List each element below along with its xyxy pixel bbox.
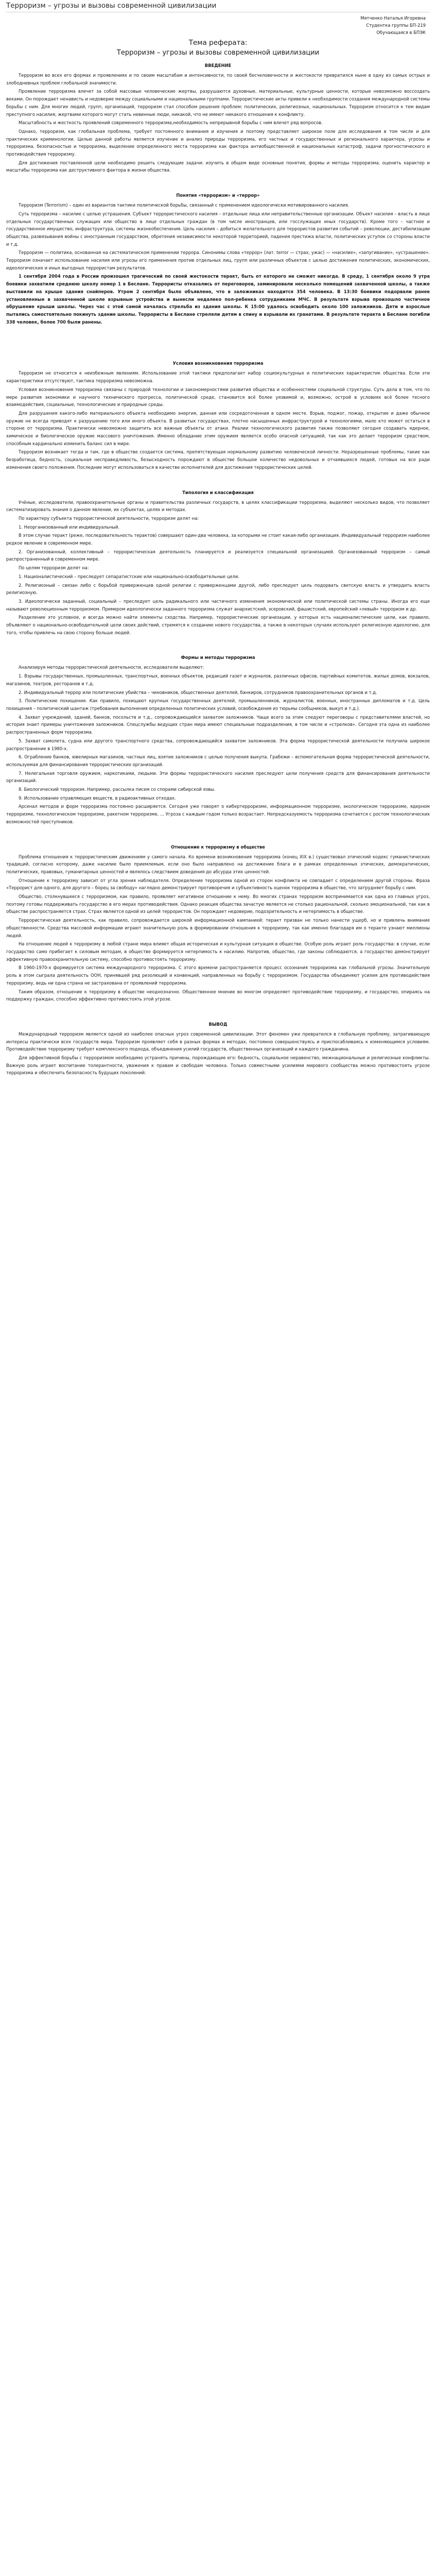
beslan-paragraph: 1 сентября 2004 года в России произошел трагический по своей жестокости теракт, быть от которого не сможет никогда. В среду, 1 сентября около 9 утра боевики захватили среднюю школу номер 1 в Беслане. Террористы отказались от переговоров, заминировали несколько помещений захваченной школы, а также выставили на крыше здания снайперов. Утром 2 сентября было объявлено, что в заложниках находится 354 человека. В 13:30 боевики подорвали ранее установленные в захваченной школе взрывные устройства и вынесли недалеко пол-ребенка сотрудниками МЧС. В результате взрыва произошло частичное обрушение крыши школы. Через час с этой самой началась стрельба из здания школы. К 15:00 удалось освободить около 100 заложников. Дети и взрослые пытались самостоятельно покинуть здание школы. Террористы в Беслане стреляли детям в спину и взрывали их гранатами. В результате теракта в Беслане погибли 338 человек, более 700 были ранены. <box>6 273 430 326</box>
conditions-section <box>6 360 430 471</box>
conditions-heading: Условия возникновения терроризма <box>172 361 264 366</box>
concept-section <box>6 192 430 326</box>
forms-item: 7. Нелегальная торговля оружием, наркотиками, людьми. Эти формы террористического насилия преследуют цели получения средств для финансирования деятельности организаций. <box>6 770 430 784</box>
intro-heading: ВВЕДЕНИЕ <box>204 63 232 68</box>
typology-item: 1. Националистический – преследует сепаратистские или национально-освободительные цели. <box>19 573 240 579</box>
concept-paragraph: Терроризм (Terrorism) – один из вариантов тактики политической борьбы, связанный с применением идеологически мотивированного насилия. <box>19 202 350 208</box>
typology-section <box>6 489 430 637</box>
forms-item: 2. Индивидуальный террор или политические убийства – чиновников, общественных деятелей, банкиров, сотрудников правоохранительных органов и т.д. <box>19 689 377 695</box>
typology-paragraph: Учёные, исследователи, правоохранительные органы и правительства различных государств, в целях классификации терроризма, выделяют несколько видов, что позволяет систематизировать знания о данном явлении, их субъектах, целях и методах. <box>6 499 430 513</box>
author-block <box>6 14 430 36</box>
forms-heading: Формы и методы терроризма <box>181 655 255 660</box>
typology-heading: Типология и классификация <box>182 489 254 495</box>
forms-item: 8. Биологический терроризм. Например, рассылка писем со спорами сибирской язвы. <box>19 787 216 792</box>
intro-section <box>6 62 430 174</box>
concept-paragraph: Терроризм — политика, основанная на систематическом применении террора. Синонимы слова «террор» (лат. terror — страх, ужас) — «насилие», «запугивание», «устрашение». Терроризм означает использование насилия или угрозы его применения против отдельных лиц, групп или различных объектов с целью достижения политических, экономических, идеологических и иных выгодных террористам результатов. <box>6 250 430 270</box>
conclusion-paragraph: Для эффективной борьбы с терроризмом необходимо устранять причины, порождающие его: бедность, социальное неравенство, межнациональные и религиозные конфликты. Важную роль играет воспитание толерантности, уважения к правам и свободам человека. Только совместными усилиями мирового сообщества можно противостоять угрозе терроризма и обеспечить безопасность будущих поколений. <box>6 1055 430 1076</box>
attitude-heading: Отношение к терроризму в обществе <box>171 844 265 850</box>
conditions-paragraph: Терроризм возникает тогда и там, где в обществе создается система, препятствующая нормальному развитию человеческой личности. Неразрешенные проблемы, такие как безработица, бедность, социальная несправедливость, безысходность порождают в обществе большое количество недовольных и отчаявшихся людей, готовых на все ради изменения своего положения. Последние могут использоваться в качестве исполнителей для достижения террористических целей. <box>6 449 430 470</box>
forms-paragraph: Арсенал методов и форм терроризма постоянно расширяется. Сегодня уже говорят о кибертерроризме, информационном терроризме, экологическом терроризме, ядерном терроризме, технологическом терроризме, ракетном терроризме, ... Угроза с каждым годом только возрастает. Непредсказуемость терроризма сочетается с ростом технологических возможностей преступников. <box>6 804 430 824</box>
conditions-paragraph: Для разрушения какого-либо материального объекта необходимо энергия, данная или сосредоточенная в одном месте. Взрыв, поджог, пожар, открытие и даже обычное оружие не всегда приводят к разрушению того или иного объекта. В развитых государствах, плотно насыщенных инфраструктурой и технологиями, мало кто может остаться в стороне от терроризма. Практически невозможно защитить все важные объекты от атаки. Реалии технологического развития также позволяют сегодня создавать ядерное, химическое и биологическое оружие массового уничтожения. Именно обладание этим оружием является особо опасной ситуацией, так как это делает терроризм средством, способным кардинально изменить баланс сил в мире. <box>6 410 430 446</box>
conclusion-heading: ВЫВОД <box>208 1021 228 1027</box>
typology-item: В этом случае теракт (реже, последовательность терактов) совершают один-два человека, за которыми не стоит какая-либо организация. Индивидуальный терроризм наиболее редкое явление в современном мире. <box>6 533 430 546</box>
forms-section <box>6 654 430 825</box>
attitude-section <box>6 843 430 1003</box>
intro-paragraph: Однако, терроризм, как глобальная проблема, требует постоянного внимания и изучения и поэтому представляет широкое поле для исследования в том числе и для практических криминологии. Целью данной работы является изучение и анализ природы терроризма, его частных и государственных и регионального характера, угрозы и терроризма, безопасностью и терроризма, выделение определенного места терроризма как фактора антиобщественной и национальных катастроф, задачи прогностического и противодействия терроризму. <box>6 128 430 157</box>
attitude-paragraph: Отношение к терроризму зависит от угла зрения наблюдателя. Определение терроризма одной из сторон конфликта не совпадает с определением другой стороны. Фраза «Террорист для одного, для другого – борец за свободу» наглядно демонстрирует противоречия и субъективность оценок терроризма в обществе, что затрудняет борьбу с ним. <box>6 877 430 891</box>
conclusion-section <box>6 1021 430 1077</box>
attitude-paragraph: В 1960-1970-х формируется система международного терроризма. С этого времени распространяется процесс осознания терроризма как глобальной угрозы. Значительную роль в этом сыграла деятельность ООН, принявшей ряд резолюций и конвенций, направленных на борьбу с терроризмом. Государства объединяют усилия для противодействия терроризму, ведь ни одна страна не застрахована от проявлений терроризма. <box>6 965 430 986</box>
intro-paragraph: Масштабность и жесткость проявлений современного терроризма,необходимость непрерывной борьбы с ним влечет ряд вопросов. <box>19 120 323 126</box>
intro-paragraph: Для достижения поставленной цели необходимо решить следующие задачи: изучить в общем виде основные понятия, формы и методы терроризма, оценить характер и масштабы терроризма как деструктивного фактора в жизни общества. <box>6 160 430 173</box>
typology-paragraph: Разделение это условное, и всегда можно найти элементы сходства. Например, террористические организации, у которых есть националистические цели, как правило, объявляют о национально-освободительной цели своих действий, стремятся к созданию нового государства, а также в некоторых случаях используют религиозную идеологию, для того, чтобы привлечь на свою сторону больше людей. <box>6 615 430 635</box>
document-title: Терроризм – угрозы и вызовы современной цивилизации <box>6 2 217 10</box>
concept-paragraph: Суть терроризма – насилие с целью устрашения. Субъект террористического насилия – отдельные лица или неправительственные организации. Объект насилия – власть в лице отдельных государственных служащих или общество в лице отдельных граждан (в том числе иностранцев, или госслужащих иных государств). Кроме того – частное и государственное имущество, инфраструктура, системы жизнеобеспечения. Цель насилия – добиться желательного для террористов развития событий – революции, дестабилизации общества, развязывания войны с иностранным государством, обретения независимости некоторой территорией, падения престижа власти, политических уступок со стороны власти и т.д. <box>6 211 430 247</box>
attitude-paragraph: Террористическая деятельность, как правило, сопровождается широкой информационной кампанией: теракт призван не только нанести ущерб, но и привлечь внимание общественности. Средства массовой информации играют значительную роль в формировании отношения к терроризму, так как именно благодаря им о теракте узнают миллионы людей. <box>6 918 430 938</box>
school-line: Обучающаяся в БПЭК <box>376 30 426 35</box>
student-group: Студентка группы БП-219 <box>366 23 426 28</box>
typology-item: 2. Религиозный – связан либо с борьбой приверженцев одной религии с приверженцами другой, либо преследует цель подорвать светскую власть и утвердить власть религиозную. <box>6 582 430 596</box>
attitude-paragraph: Проблема отношения к террористическим движениям у самого начала. Ко времени возникновения терроризма (конец XIX в.) существовал этический кодекс гуманистических традиций, согласно которому, даже насилие было приемлемым, если оно было направлено на достижение блага и в рамках определенных этических, демократических, политических, правовых, гуманитарных ценностей и являлось следствием доведения до абсурда этих ценностей. <box>6 854 430 874</box>
forms-item: 1. Взрывы государственных, промышленных, транспортных, военных объектов, редакций газет и журналов, различных офисов, партийных комитетов, жилых домов, вокзалов, магазинов, театров, ресторанов и т.д. <box>6 673 430 686</box>
forms-item: 5. Захват самолета, судна или другого транспортного средства, сопровождающийся захватом заложников. Эта форма террористической деятельности получила широкое распространение в 1980-х. <box>6 738 430 751</box>
conclusion-paragraph: Международный терроризм является одной из наиболее опасных угроз современной цивилизации. Этот феномен уже превратился в глобальную проблему, затрагивающую интересы практически всех государств мира. Терроризм проявляет себя в разных формах и методах, постоянно совершенствуясь и приспосабливаясь к изменяющимся условиям. Противодействие терроризму требует комплексного подхода, объединения усилий государств, общественных организаций и каждого гражданина. <box>6 1031 430 1052</box>
intro-paragraph: Терроризм во всех его формах и проявлениях и по своим масштабам и интенсивности, по своей бесчеловечности и жестокости превратился ныне в одну из самых острых и злободневных проблем глобальной значимости. <box>6 73 430 86</box>
forms-paragraph: Анализируя методы террористической деятельности, исследователи выделяют: <box>19 665 204 670</box>
topic-title: Терроризм – угрозы и вызовы современной цивилизации <box>116 49 320 57</box>
typology-paragraph: По характеру субъекта террористической деятельности, терроризм делят на: <box>19 515 199 521</box>
attitude-paragraph: Таким образом, отношение к терроризму в обществе неоднозначно. Общественное мнение во многом определяет противодействие терроризму, и государство, опираясь на поддержку граждан, способно эффективно противостоять этой угрозе. <box>6 989 430 1002</box>
typology-paragraph: По целям терроризм делят на: <box>19 565 89 571</box>
conditions-paragraph: Терроризм не относится к неизбежным явлениям. Использование этой тактики предполагает набор социокультурных и политических характеристик общества. Если эти характеристики отсутствуют, тактика терроризма невозможна. <box>6 370 430 384</box>
forms-item: 9. Использование отравляющих веществ, в радиоактивных отходах. <box>19 795 176 801</box>
attitude-paragraph: На отношение людей к терроризму в любой стране мира влияет общая историческая и культурная ситуация в обществе. Особую роль играет роль государства: в случае, если государство само прибегает к силовым методам, в обществе формируется нетерпимость к насилию. Напротив, общество, где законы соблюдаются, а государство демонстрирует эффективную правоохранительную систему, способно противостоять терроризму. <box>6 941 430 962</box>
topic-label: Тема реферата: <box>188 39 248 47</box>
typology-item: 1. Неорганизованный или индивидуальный. <box>19 524 120 530</box>
typology-item: 3. Идеологически заданный, социальный – преследует цель радикального или частичного изменения экономической или политической системы страны. Иногда его еще называют революционным терроризмом. Примером идеологически заданного терроризма служат анархистский, эсеровский, фашистский, европейский «левый» терроризм и др. <box>6 598 430 612</box>
concept-heading: Понятия «терроризм» и «террор» <box>176 193 260 198</box>
author-name: Мятченко Наталья Игоревна <box>360 15 426 21</box>
attitude-paragraph: Общество, столкнувшееся с терроризмом, как правило, проявляет негативное отношение к нему. Во многих странах терроризм воспринимается как одна из главных угроз, поэтому готовы поддерживать государство в его мерах противодействия. Однако реакция общества зачастую является не столько рациональной, сколько эмоциональной, так как в обществе распространяется страх. Страх является одной из целей террористов. Он порождает недоверие, подозрительность и нетерпимость в обществе. <box>6 894 430 914</box>
conditions-paragraph: Условия возникновения терроризма связаны с природой технологии и закономерностями развития общества и особенностями социальной структуры. Суть дела в том, что по мере развития экономики и научного технического прогресса, политической среде, становится всё более уязвимой и, возможно, острой в условиях всё более тесного взаимодействия, социальные, технологические и природные среды. <box>6 386 430 408</box>
forms-item: 4. Захват учреждений, зданий, банков, посольств и т.д., сопровождающийся захватом заложников. Чаще всего за этим следуют переговоры с представителями властей, но история знает примеры уничтожения заложников. Спецслужбы ведущих стран мира имеют специальные подразделения, в том числе и «стрелков». Сегодня эта одна из наиболее распространенных форм терроризма. <box>6 714 430 735</box>
typology-item: 2. Организованный, коллективный – террористическая деятельность планируется и реализуется специальной организацией. Организованный терроризм – самый распространенный в современном мире. <box>6 549 430 562</box>
forms-item: 3. Политические похищения. Как правило, похищают крупных государственных деятелей, промышленников, журналистов, военных, иностранных дипломатов и т.д. Цель похищения – политический шантаж (требования выполнения определенных политических условий, освобождения из тюрьмы сообщников, выкуп и т.д.). <box>6 698 430 711</box>
forms-item: 6. Ограбление банков, ювелирных магазинов, частных лиц, взятие заложников с целью получения выкупа. Грабежи – вспомогательная форма террористической деятельности, используемая для финансирования террористических организаций. <box>6 754 430 767</box>
intro-paragraph: Проявление терроризма влечет за собой массовые человеческие жертвы, разрушаются духовные, материальные, культурные ценности, которые невозможно воссоздать веками. Он порождает ненависть и недоверие между социальными и национальными группами. Террористические акты привели к необходимости создания международной системы борьбы с ним. Для многих людей, групп, организаций, терроризм стал способом решения проблем: политических, религиозных, национальных. Терроризм относится к тем видам преступного насилия, жертвами которого могут стать невинные люди, никакой, что не имеют никакого отношения к конфликту. <box>6 89 430 117</box>
